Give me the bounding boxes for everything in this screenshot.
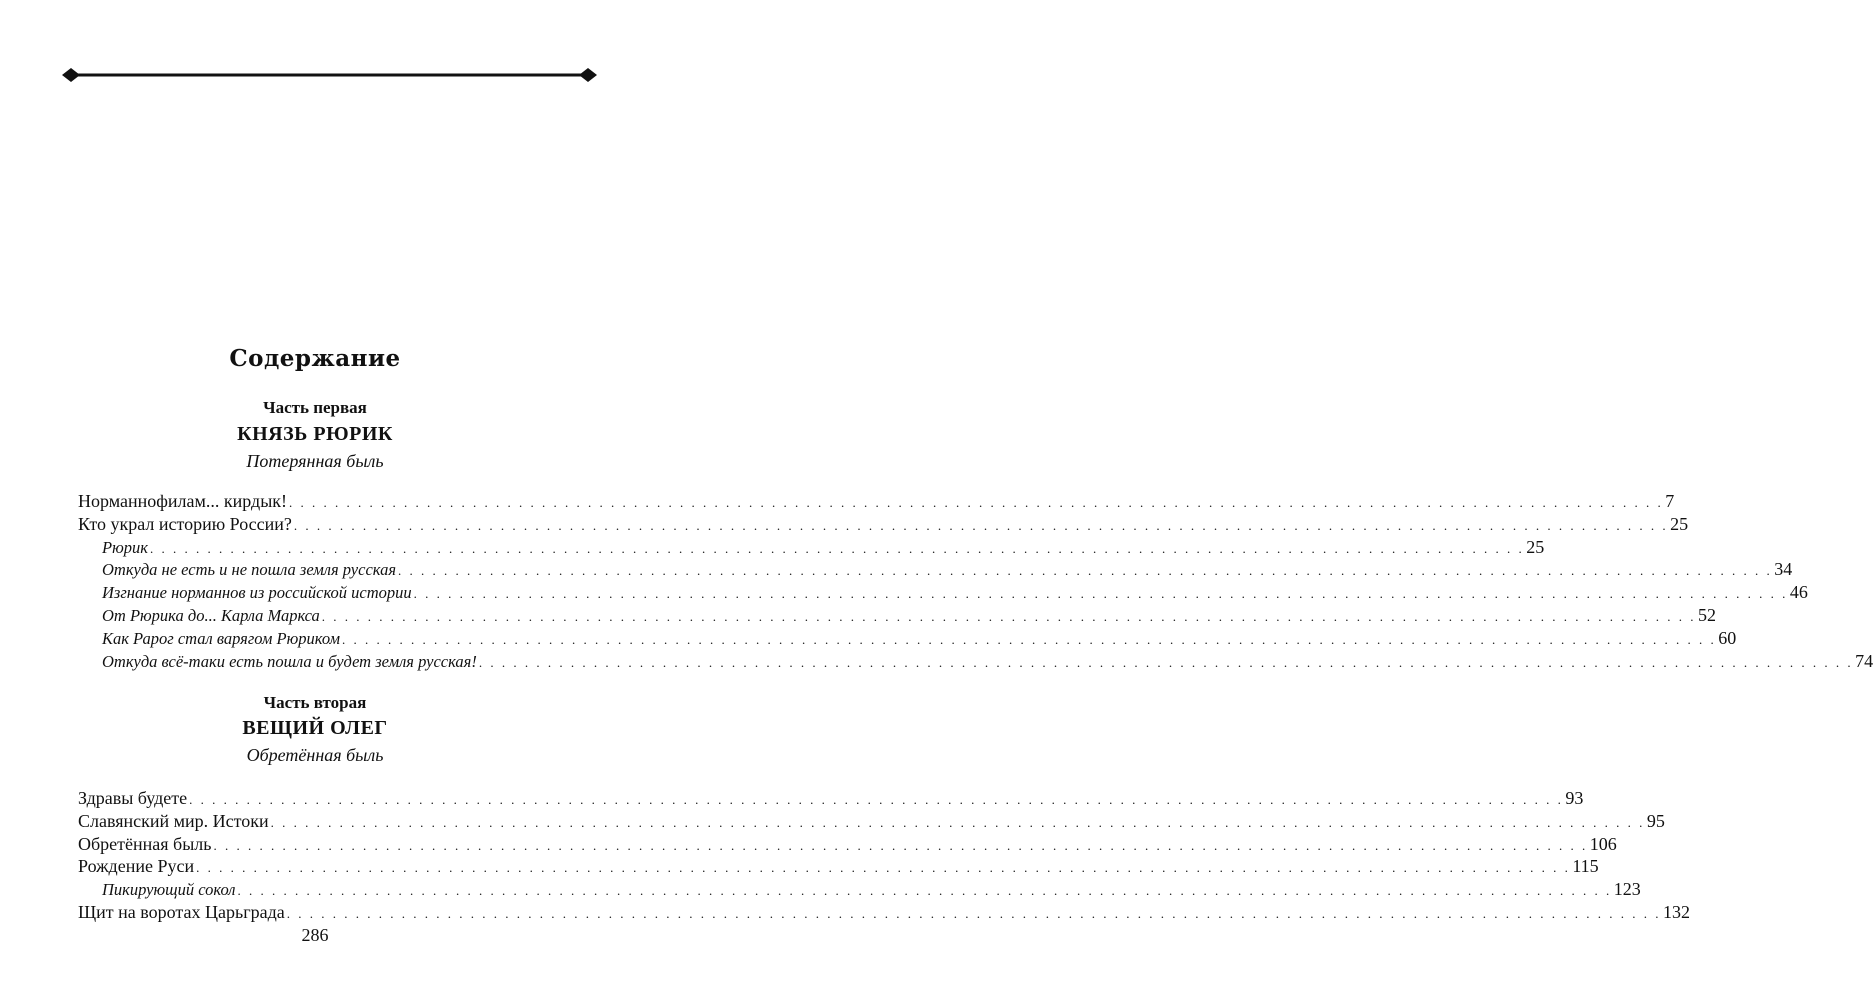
toc-entry-page: 52 [1698, 604, 1717, 625]
toc-entry-page: 115 [1572, 856, 1599, 877]
leader-dots: . . . . . . . . . . . . . . . . . . . . . . . . . . . . . . . . . . . . . . . . . . . . . . . . . . . . . . . . . . . . . . . . . . . . . . . . . . . . . . . . . . . . . . . . . . . . . . . . . . . . . . . . . . . . . . . . . . . . . . . . [342, 631, 1717, 647]
toc-entry-page: 34 [1774, 559, 1793, 580]
toc-entry-page: 95 [1646, 810, 1665, 831]
leader-dots: . . . . . . . . . . . . . . . . . . . . . . . . . . . . . . . . . . . . . . . . . . . . . . . . . . . . . . . . . . . . . . . . . . . . . . . . . . . . . . . . . . . . . . . . . . . . . . . . . . . . . . . . . . . . . . . . . . . . . . . . [478, 654, 1854, 670]
toc-part-one [78, 490, 1873, 672]
leader-dots: . . . . . . . . . . . . . . . . . . . . . . . . . . . . . . . . . . . . . . . . . . . . . . . . . . . . . . . . . . . . . . . . . . . . . . . . . . . . . . . . . . . . . . . . . . . . . . . . . . . . . . . . . . . . . . . . . . . . . . . . [293, 517, 1669, 533]
toc-part-two [78, 787, 1690, 924]
toc-entry[interactable] [78, 787, 1584, 810]
toc-entry-title: От Рюрика до... Карла Маркса [102, 605, 320, 625]
leader-dots: . . . . . . . . . . . . . . . . . . . . . . . . . . . . . . . . . . . . . . . . . . . . . . . . . . . . . . . . . . . . . . . . . . . . . . . . . . . . . . . . . . . . . . . . . . . . . . . . . . . . . . . . . . . . . . . . . . . . . . . . [286, 905, 1661, 921]
toc-subentry[interactable] [78, 581, 1808, 604]
leader-dots: . . . . . . . . . . . . . . . . . . . . . . . . . . . . . . . . . . . . . . . . . . . . . . . . . . . . . . . . . . . . . . . . . . . . . . . . . . . . . . . . . . . . . . . . . . . . . . . . . . . . . . . . . . . . . . . . . . . . . . . . [196, 860, 1571, 876]
toc-entry[interactable] [78, 490, 1675, 513]
toc-entry-title: Славянский мир. Истоки [78, 810, 269, 831]
toc-entry-title: Откуда всё-таки есть пошла и будет земля русская! [102, 651, 477, 671]
toc-entry-page: 132 [1662, 901, 1690, 922]
leader-dots: . . . . . . . . . . . . . . . . . . . . . . . . . . . . . . . . . . . . . . . . . . . . . . . . . . . . . . . . . . . . . . . . . . . . . . . . . . . . . . . . . . . . . . . . . . . . . . . . . . . . . . . . . . . . . . . . . . . . . . . . [189, 792, 1564, 807]
toc-entry-page: 60 [1718, 627, 1737, 648]
leader-dots: . . . . . . . . . . . . . . . . . . . . . . . . . . . . . . . . . . . . . . . . . . . . . . . . . . . . . . . . . . . . . . . . . . . . . . . . . . . . . . . . . . . . . . . . . . . . . . . . . . . . . . . . . . . . . . . . . . . . . . . . [289, 495, 1664, 510]
toc-entry[interactable] [78, 833, 1617, 856]
toc-entry-page: 74 [1855, 650, 1873, 671]
toc-entry-page: 7 [1665, 491, 1675, 511]
toc-subentry[interactable] [78, 558, 1793, 581]
part-two-label: Часть вторая [263, 693, 367, 712]
toc-subentry[interactable] [78, 650, 1873, 673]
toc-entry-title: Обретённая быль [78, 833, 212, 854]
contents-heading: Содержание [229, 345, 401, 372]
toc-entry-page: 93 [1565, 788, 1584, 808]
toc-entry-title: Щит на воротах Царьграда [78, 901, 285, 922]
leader-dots: . . . . . . . . . . . . . . . . . . . . . . . . . . . . . . . . . . . . . . . . . . . . . . . . . . . . . . . . . . . . . . . . . . . . . . . . . . . . . . . . . . . . . . . . . . . . . . . . . . . . . . . . . . . . . . . . . . . . . . . . [149, 540, 1525, 556]
toc-entry-title: Кто украл историю России? [78, 513, 292, 534]
toc-entry-title: Норманнофилам... кирдык! [78, 491, 288, 511]
toc-entry-page: 25 [1526, 536, 1545, 557]
toc-entry[interactable] [78, 810, 1665, 833]
toc-entry[interactable] [78, 513, 1689, 536]
part-one-label: Часть первая [263, 398, 367, 417]
toc-entry-page: 25 [1670, 513, 1689, 534]
leader-dots: . . . . . . . . . . . . . . . . . . . . . . . . . . . . . . . . . . . . . . . . . . . . . . . . . . . . . . . . . . . . . . . . . . . . . . . . . . . . . . . . . . . . . . . . . . . . . . . . . . . . . . . . . . . . . . . . . . . . . . . . [237, 883, 1612, 899]
toc-entry-page: 123 [1613, 879, 1641, 900]
part-one-title: КНЯЗЬ РЮРИК [237, 423, 393, 445]
part-two-title: ВЕЩИЙ ОЛЕГ [242, 717, 388, 739]
part-two-subtitle: Обретённая быль [246, 745, 384, 765]
toc-subentry[interactable] [78, 536, 1545, 559]
toc-entry-page: 106 [1589, 833, 1617, 854]
toc-entry[interactable] [78, 855, 1599, 878]
toc-entry-title: Откуда не есть и не пошла земля русская [102, 560, 396, 580]
toc-subentry[interactable] [78, 604, 1717, 627]
toc-entry-title: Рождение Руси [78, 856, 195, 877]
leader-dots: . . . . . . . . . . . . . . . . . . . . . . . . . . . . . . . . . . . . . . . . . . . . . . . . . . . . . . . . . . . . . . . . . . . . . . . . . . . . . . . . . . . . . . . . . . . . . . . . . . . . . . . . . . . . . . . . . . . . . . . . [413, 586, 1788, 602]
page-number: 286 [301, 925, 329, 945]
leader-dots: . . . . . . . . . . . . . . . . . . . . . . . . . . . . . . . . . . . . . . . . . . . . . . . . . . . . . . . . . . . . . . . . . . . . . . . . . . . . . . . . . . . . . . . . . . . . . . . . . . . . . . . . . . . . . . . . . . . . . . . . [270, 814, 1645, 830]
part-one-subtitle: Потерянная быль [246, 451, 384, 471]
ornamental-rule [62, 63, 597, 87]
toc-subentry[interactable] [78, 878, 1641, 901]
toc-entry-page: 46 [1789, 582, 1808, 603]
leader-dots: . . . . . . . . . . . . . . . . . . . . . . . . . . . . . . . . . . . . . . . . . . . . . . . . . . . . . . . . . . . . . . . . . . . . . . . . . . . . . . . . . . . . . . . . . . . . . . . . . . . . . . . . . . . . . . . . . . . . . . . . [398, 563, 1773, 579]
leader-dots: . . . . . . . . . . . . . . . . . . . . . . . . . . . . . . . . . . . . . . . . . . . . . . . . . . . . . . . . . . . . . . . . . . . . . . . . . . . . . . . . . . . . . . . . . . . . . . . . . . . . . . . . . . . . . . . . . . . . . . . . [321, 608, 1697, 624]
toc-subentry[interactable] [78, 627, 1737, 650]
toc-entry-title: Здравы будете [78, 788, 188, 808]
toc-entry-title: Рюрик [102, 537, 148, 557]
leader-dots: . . . . . . . . . . . . . . . . . . . . . . . . . . . . . . . . . . . . . . . . . . . . . . . . . . . . . . . . . . . . . . . . . . . . . . . . . . . . . . . . . . . . . . . . . . . . . . . . . . . . . . . . . . . . . . . . . . . . . . . . [213, 837, 1588, 853]
toc-entry-title: Пикирующий сокол [102, 880, 236, 900]
toc-entry[interactable] [78, 901, 1690, 924]
toc-entry-title: Как Рарог стал варягом Рюриком [102, 628, 340, 648]
toc-entry-title: Изгнание норманнов из российской истории [102, 583, 412, 603]
